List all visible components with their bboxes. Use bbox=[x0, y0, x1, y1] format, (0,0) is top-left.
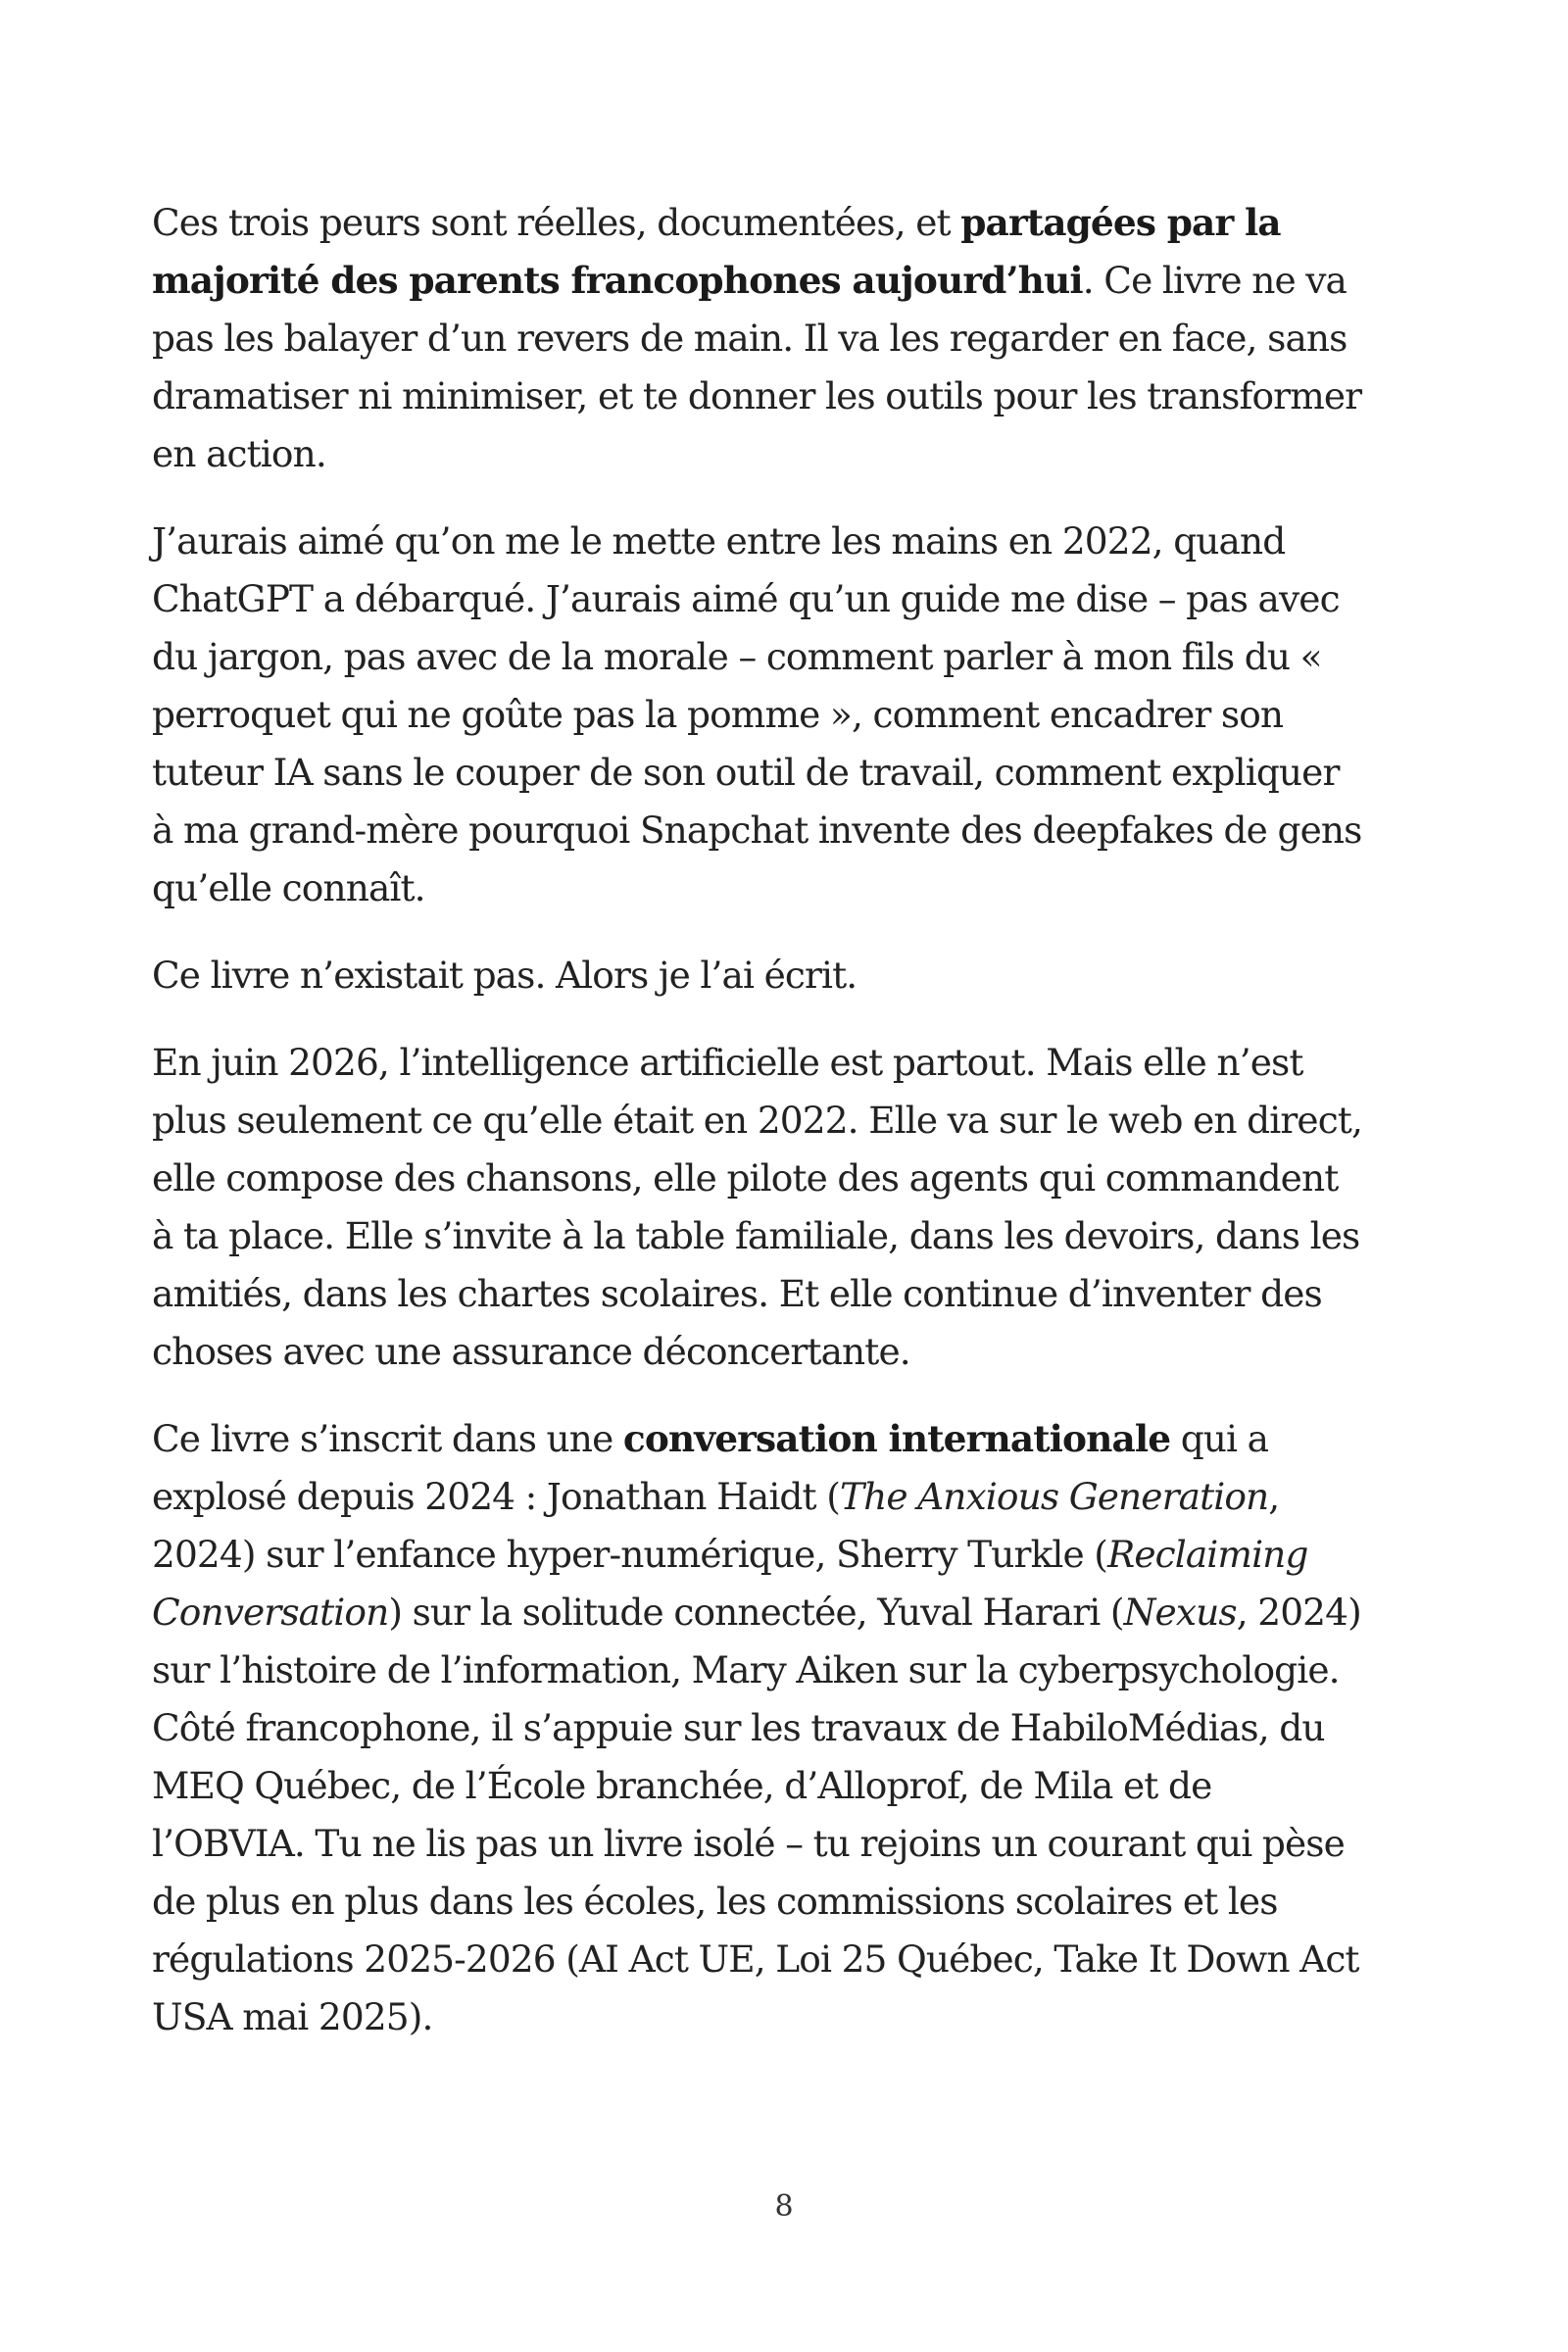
book-title: The Anxious Generation bbox=[839, 1475, 1269, 1518]
book-title: Reclaiming Conversation bbox=[152, 1533, 1308, 1634]
text-run: qui a explosé depuis 2024 : Jonathan Haidt ( bbox=[152, 1417, 1269, 1518]
text-run: ) sur la solitude connectée, Yuval Harari ( bbox=[388, 1591, 1124, 1634]
text-run: J’aurais aimé qu’on me le mette entre les mains en 2022, quand ChatGPT a débarqué. J’aurais aimé qu’un guide me dise – pas avec du jargon, pas avec de la morale – comment parler à mon fils du « perroquet qui ne goûte pas la pomme », comment encadrer son tuteur IA sans le couper de son outil de travail, comment expliquer à ma grand-mère pourquoi Snapchat invente des deepfakes de gens qu’elle connaît. bbox=[152, 519, 1362, 909]
paragraph bbox=[152, 194, 1362, 483]
text-run: Ce livre n’existait pas. Alors je l’ai écrit. bbox=[152, 954, 858, 997]
text-run: Ce livre s’inscrit dans une bbox=[152, 1417, 623, 1460]
paragraph bbox=[152, 1410, 1362, 2046]
text-run: , 2024) sur l’enfance hyper-numérique, Sherry Turkle ( bbox=[152, 1475, 1280, 1576]
text-run: . Ce livre ne va pas les balayer d’un revers de main. Il va les regarder en face, sans dramatiser ni minimiser, et te donner les outils pour les transformer en action. bbox=[152, 259, 1362, 475]
bold-phrase: partagées par la majorité des parents francophones aujourd’hui bbox=[152, 201, 1281, 302]
book-title: Nexus bbox=[1123, 1591, 1237, 1634]
bold-phrase: conversation internationale bbox=[622, 1417, 1171, 1460]
text-run: Ces trois peurs sont réelles, documentées, et bbox=[152, 201, 961, 244]
text-run: , 2024) sur l’histoire de l’information, Mary Aiken sur la cyberpsychologie. Côté francophone, il s’appuie sur les travaux de HabiloMédias, du MEQ Québec, de l’École branchée, d’Alloprof, de Mila et de l’OBVIA. Tu ne lis pas un livre isolé – tu rejoins un courant qui pèse de plus en plus dans les écoles, les commissions scolaires et les régulations 2025-2026 (AI Act UE, Loi 25 Québec, Take It Down Act USA mai 2025). bbox=[152, 1591, 1361, 2038]
paragraph bbox=[152, 513, 1362, 917]
text-run: En juin 2026, l’intelligence artificielle est partout. Mais elle n’est plus seulement ce qu’elle était en 2022. Elle va sur le web en direct, elle compose des chansons, elle pilote des agents qui commandent à ta place. Elle s’invite à la table familiale, dans les devoirs, dans les amitiés, dans les chartes scolaires. Et elle continue d’inventer des choses avec une assurance déconcertante. bbox=[152, 1041, 1362, 1373]
body-text bbox=[152, 194, 1362, 2076]
paragraph bbox=[152, 947, 1362, 1004]
page-number: 8 bbox=[774, 2189, 794, 2224]
paragraph bbox=[152, 1034, 1362, 1381]
